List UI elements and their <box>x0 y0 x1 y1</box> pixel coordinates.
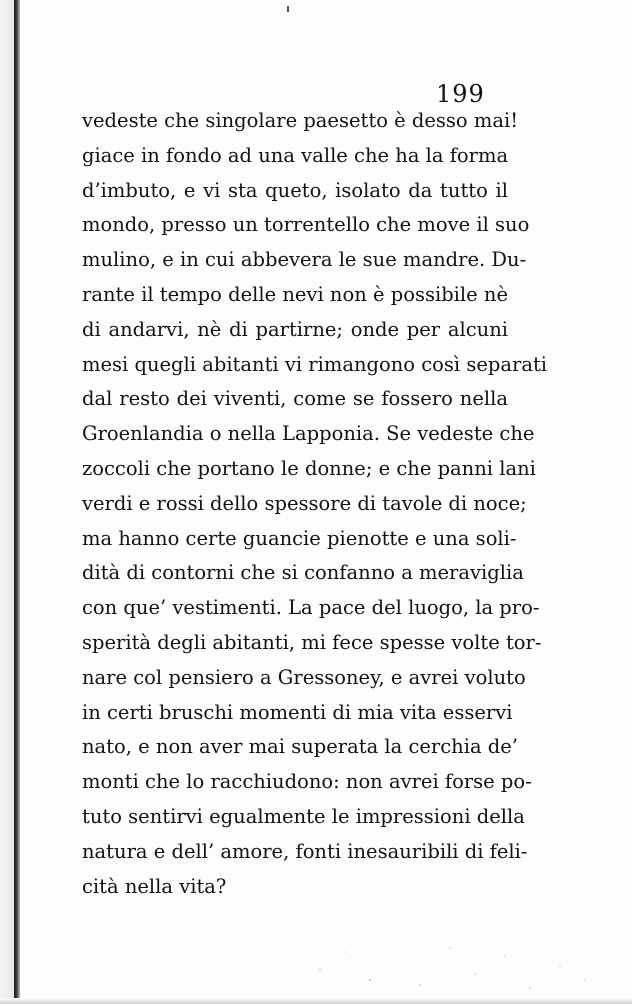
binding-edge <box>14 0 20 1004</box>
text-line: zoccoli che portano le donne; e che panni lani <box>82 456 536 480</box>
text-line: nare col pensiero a Gressoney, e avrei voluto <box>82 665 526 689</box>
text-line: con que’ vestimenti. La pace del luogo, la pro- <box>82 596 540 620</box>
text-line: Groenlandia o nella Lapponia. Se vedeste che <box>82 422 535 446</box>
text-line: di andarvi, nè di partirne; onde per alcuni <box>82 317 508 341</box>
text-line: sperità degli abitanti, mi fece spesse volte tor- <box>82 630 542 654</box>
text-line: tuto sentirvi egualmente le impressioni della <box>82 804 525 828</box>
text-line: monti che lo racchiudono: non avrei forse po- <box>82 770 532 794</box>
text-line: mondo, presso un torrentello che move il suo <box>82 213 530 237</box>
page-number: 199 <box>436 80 485 108</box>
text-line: nato, e non aver mai superata la cerchia de’ <box>82 735 519 759</box>
ink-speck <box>287 6 289 12</box>
text-line: mesi quegli abitanti vi rimangono così separati <box>82 352 548 376</box>
text-line: rante il tempo delle nevi non è possibile nè <box>82 282 508 306</box>
text-line: d’imbuto, e vi sta queto, isolato da tutto il <box>82 178 508 202</box>
text-line: cità nella vita? <box>82 874 227 898</box>
text-line: ma hanno certe guancie pienotte e una soli- <box>82 526 517 550</box>
text-line: verdi e rossi dello spessore di tavole di noce; <box>82 491 527 515</box>
text-line: mulino, e in cui abbevera le sue mandre. Du- <box>82 248 527 272</box>
text-line: dal resto dei viventi, come se fossero nella <box>82 387 508 411</box>
paper-stain <box>300 930 600 1000</box>
binding-shadow <box>0 0 14 1004</box>
text-line: in certi bruschi momenti di mia vita esservi <box>82 700 513 724</box>
page-bottom-edge <box>0 998 632 1004</box>
body-text <box>82 104 548 904</box>
text-line: giace in fondo ad una valle che ha la forma <box>82 143 509 167</box>
text-line: natura e dell’ amore, fonti inesauribili di feli- <box>82 839 528 863</box>
text-line: vedeste che singolare paesetto è desso mai! <box>82 109 519 132</box>
text-line: dità di contorni che si confanno a meraviglia <box>82 561 524 585</box>
